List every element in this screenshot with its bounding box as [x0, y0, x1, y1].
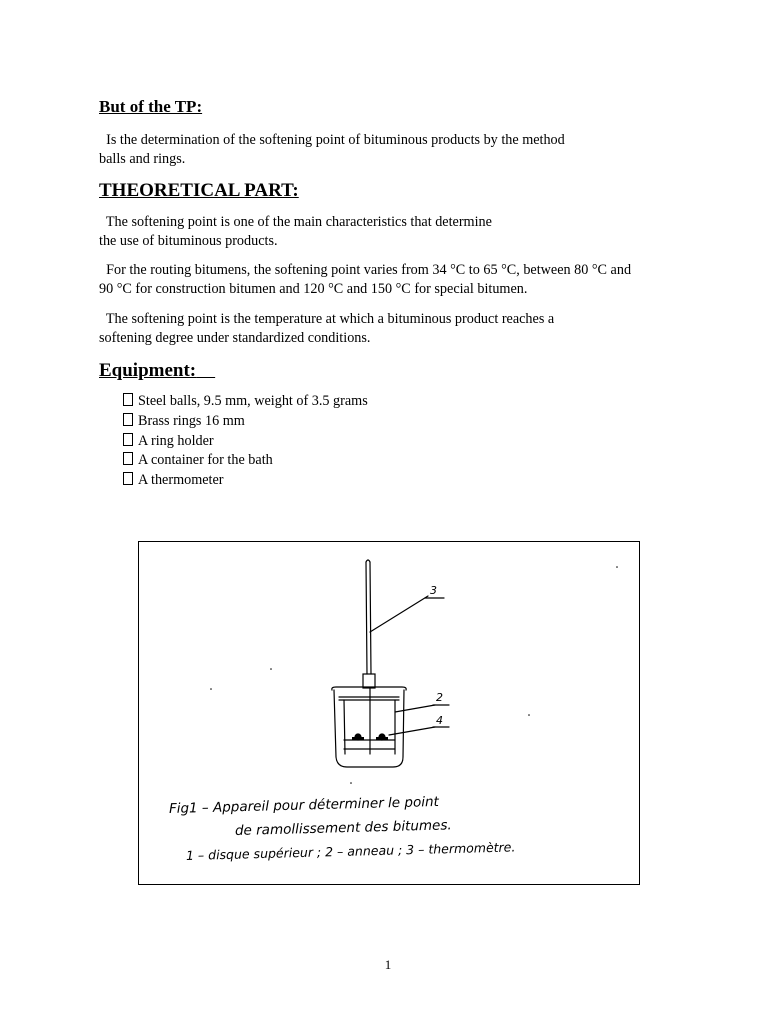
equipment-item-label: Steel balls, 9.5 mm, weight of 3.5 grams [138, 393, 368, 409]
label-4-leader [389, 727, 435, 735]
apparatus-figure [138, 541, 640, 885]
theory-p2-line-1: For the routing bitumens, the softening point varies from 34 °C to 65 °C, between 80 °C and [99, 262, 632, 278]
label-3-leader [370, 596, 428, 632]
checkbox-bullet-icon [123, 472, 133, 485]
equipment-item [123, 451, 368, 471]
label-3: 3 [430, 584, 437, 597]
equipment-item [123, 471, 368, 491]
equipment-item [123, 412, 368, 432]
figure-caption-line-3: 1 – disque supérieur ; 2 – anneau ; 3 – thermomètre. [185, 839, 516, 863]
theory-p1-line-1: The softening point is one of the main characteristics that determine [99, 214, 492, 230]
thermometer-tip [366, 560, 370, 562]
thermometer-stem [366, 562, 367, 674]
equipment-item-label: A container for the bath [138, 452, 273, 469]
equipment-item [123, 432, 368, 452]
equipment-item [123, 392, 368, 412]
equipment-item-label: A ring holder [138, 432, 214, 449]
equipment-heading [99, 360, 215, 382]
goal-line-2: balls and rings. [99, 151, 186, 167]
theory-p3-line-1: The softening point is the temperature at which a bituminous product reaches a [99, 311, 555, 327]
label-4: 4 [436, 714, 443, 727]
figure-caption-line-2: de ramollissement des bitumes. [234, 817, 452, 839]
equipment-item-label: A thermometer [138, 472, 224, 489]
theory-paragraph-3 [99, 310, 699, 348]
checkbox-bullet-icon [123, 413, 133, 426]
theory-heading: THEORETICAL PART: [99, 180, 299, 201]
checkbox-bullet-icon [123, 393, 133, 406]
goal-heading: But of the TP: [99, 97, 203, 116]
brass-ring-left [352, 737, 364, 740]
thermometer-holder [363, 674, 375, 688]
equipment-heading-text: Equipment: [99, 360, 197, 381]
goal-paragraph [99, 131, 699, 169]
figure-caption-line-1: Fig1 – Appareil pour déterminer le point [168, 793, 440, 817]
thermometer-stem-edge [370, 562, 371, 674]
label-2: 2 [436, 691, 443, 704]
brass-ring-right [376, 737, 388, 740]
page-number: 1 [384, 957, 392, 972]
theory-p3-line-2: softening degree under standardized conditions. [99, 330, 371, 346]
holder-rod-left [344, 700, 345, 754]
label-2-leader [395, 705, 435, 712]
theory-paragraph-2 [99, 261, 719, 299]
theory-paragraph-1 [99, 213, 699, 251]
goal-line-1: Is the determination of the softening point of bituminous products by the method [99, 132, 565, 148]
checkbox-bullet-icon [123, 452, 133, 465]
theory-p2-line-2: 90 °C for construction bitumen and 120 °C and 150 °C for special bitumen. [99, 281, 528, 297]
theory-p1-line-2: the use of bituminous products. [99, 233, 278, 249]
equipment-list [123, 392, 368, 491]
equipment-item-label: Brass rings 16 mm [138, 412, 245, 429]
checkbox-bullet-icon [123, 433, 133, 446]
